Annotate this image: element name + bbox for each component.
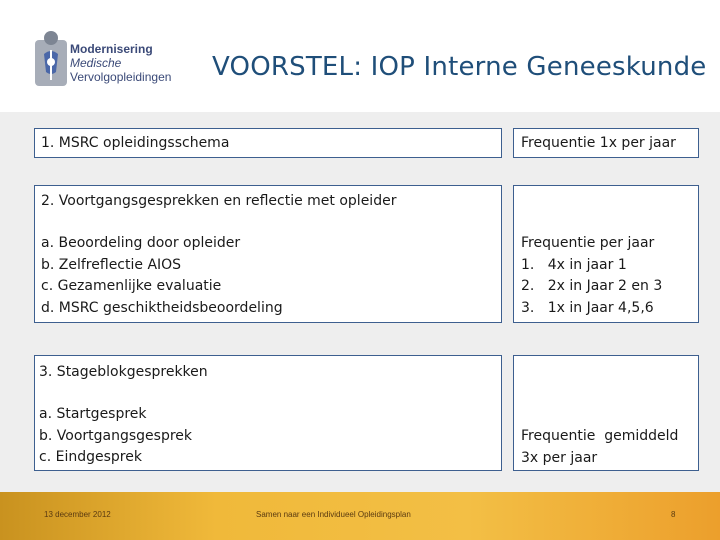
section-2-item-list <box>41 233 283 319</box>
section-3-item: a. Startgesprek <box>39 406 147 422</box>
footer-date: 13 december 2012 <box>44 510 111 519</box>
section-2-frequency-box <box>513 185 699 323</box>
section-2-item: a. Beoordeling door opleider <box>41 235 241 251</box>
logo-line-2: Medische <box>70 56 122 70</box>
section-2-frequency-list <box>521 233 662 319</box>
section-3-frequency-line: 3x per jaar <box>521 449 598 466</box>
slide-header <box>0 0 720 112</box>
page-number: 8 <box>671 510 676 519</box>
slide-footer <box>0 492 720 540</box>
mmv-logo <box>34 30 184 88</box>
logo-text <box>70 42 171 84</box>
section-2-item: d. MSRC geschiktheidsbeoordeling <box>41 299 283 316</box>
section-3-frequency-line: Frequentie gemiddeld <box>521 428 679 444</box>
section-2-item: c. Gezamenlijke evaluatie <box>41 278 222 294</box>
section-2-frequency-item: 2. 2x in Jaar 2 en 3 <box>521 278 663 294</box>
section-3-frequency-box <box>513 355 699 471</box>
logo-line-3: Vervolgopleidingen <box>70 70 172 84</box>
section-1-frequency-box <box>513 128 699 158</box>
section-3-item: c. Eindgesprek <box>39 449 142 465</box>
section-2-frequency-item: 1. 4x in jaar 1 <box>521 256 627 273</box>
section-2-box <box>34 185 502 323</box>
section-3-heading: 3. Stageblokgesprekken <box>39 364 208 380</box>
section-2-frequency-item: 3. 1x in Jaar 4,5,6 <box>521 299 654 316</box>
section-1-heading: 1. MSRC opleidingsschema <box>41 135 230 151</box>
slide-title: VOORSTEL: IOP Interne Geneeskunde <box>212 52 707 82</box>
section-3-item-list <box>39 404 192 469</box>
section-3-box <box>34 355 502 471</box>
footer-subtitle: Samen naar een Individueel Opleidingsplan <box>256 510 411 519</box>
section-1-box <box>34 128 502 158</box>
section-3-frequency-list <box>521 426 678 469</box>
section-1-frequency: Frequentie 1x per jaar <box>521 135 676 151</box>
section-2-frequency-title: Frequentie per jaar <box>521 235 655 251</box>
section-2-item: b. Zelfreflectie AIOS <box>41 256 182 273</box>
logo-figure-icon <box>34 30 68 88</box>
section-2-heading: 2. Voortgangsgesprekken en reflectie met opleider <box>41 193 397 209</box>
section-3-item: b. Voortgangsgesprek <box>39 427 193 444</box>
logo-line-1: Modernisering <box>70 42 153 56</box>
